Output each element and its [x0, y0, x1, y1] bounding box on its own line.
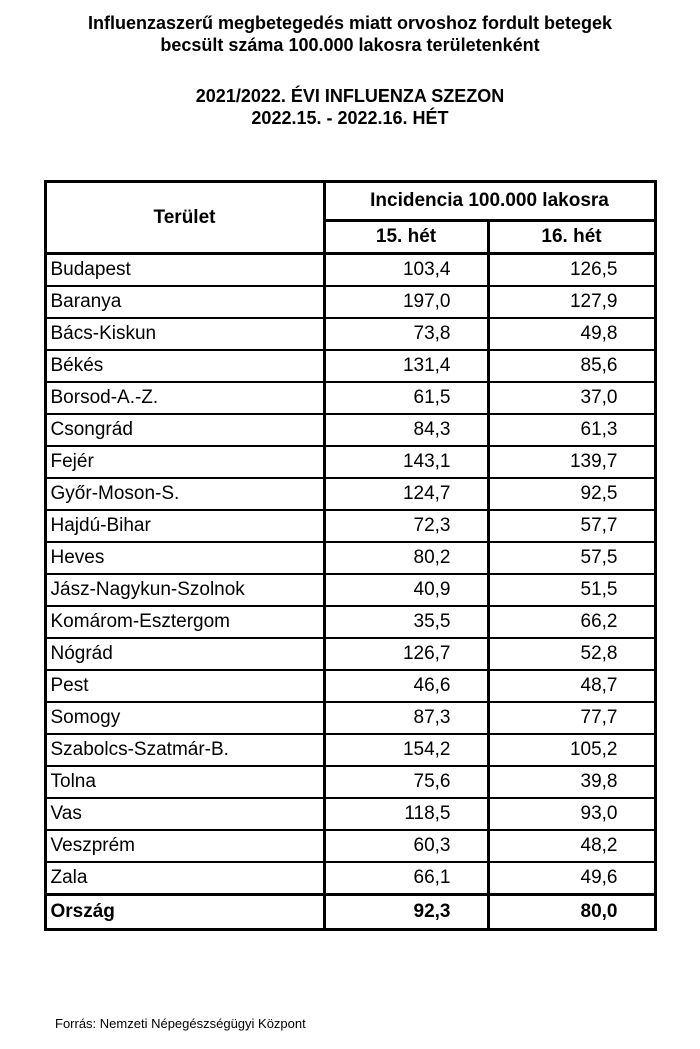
region-name: Heves — [45, 542, 324, 574]
title-line-2: becsült száma 100.000 lakosra területenként — [160, 35, 540, 55]
table-row — [45, 510, 655, 542]
region-name: Tolna — [45, 766, 324, 798]
week15-value: 84,3 — [324, 414, 488, 446]
week16-value: 39,8 — [488, 766, 655, 798]
table-body — [45, 254, 655, 895]
table-row — [45, 254, 655, 287]
week-15-column-header: 15. hét — [324, 221, 488, 254]
week15-value: 66,1 — [324, 862, 488, 895]
region-name: Vas — [45, 798, 324, 830]
region-name: Nógrád — [45, 638, 324, 670]
week16-value: 85,6 — [488, 350, 655, 382]
region-name: Borsod-A.-Z. — [45, 382, 324, 414]
page-title — [0, 0, 700, 56]
week15-value: 143,1 — [324, 446, 488, 478]
week16-value: 93,0 — [488, 798, 655, 830]
region-name: Komárom-Esztergom — [45, 606, 324, 638]
source-note: Forrás: Nemzeti Népegészségügyi Központ — [55, 1016, 306, 1031]
table-row — [45, 702, 655, 734]
total-week16-value: 80,0 — [488, 895, 655, 930]
week16-value: 66,2 — [488, 606, 655, 638]
table-row — [45, 766, 655, 798]
week16-value: 37,0 — [488, 382, 655, 414]
week15-value: 75,6 — [324, 766, 488, 798]
week16-value: 105,2 — [488, 734, 655, 766]
week15-value: 72,3 — [324, 510, 488, 542]
region-name: Békés — [45, 350, 324, 382]
table-row — [45, 446, 655, 478]
region-name: Győr-Moson-S. — [45, 478, 324, 510]
season-subtitle — [0, 85, 700, 129]
week16-value: 77,7 — [488, 702, 655, 734]
week15-value: 80,2 — [324, 542, 488, 574]
table-row — [45, 286, 655, 318]
week16-value: 126,5 — [488, 254, 655, 287]
week15-value: 154,2 — [324, 734, 488, 766]
week16-value: 51,5 — [488, 574, 655, 606]
table-row — [45, 798, 655, 830]
table-row — [45, 734, 655, 766]
table-row — [45, 862, 655, 895]
week15-value: 40,9 — [324, 574, 488, 606]
week15-value: 60,3 — [324, 830, 488, 862]
region-name: Baranya — [45, 286, 324, 318]
week16-value: 48,2 — [488, 830, 655, 862]
region-name: Pest — [45, 670, 324, 702]
table-row — [45, 318, 655, 350]
table-row — [45, 670, 655, 702]
week15-value: 46,6 — [324, 670, 488, 702]
week15-value: 131,4 — [324, 350, 488, 382]
week-16-column-header: 16. hét — [488, 221, 655, 254]
region-name: Somogy — [45, 702, 324, 734]
week15-value: 118,5 — [324, 798, 488, 830]
region-name: Jász-Nagykun-Szolnok — [45, 574, 324, 606]
week16-value: 49,8 — [488, 318, 655, 350]
week15-value: 197,0 — [324, 286, 488, 318]
table-row — [45, 638, 655, 670]
week15-value: 35,5 — [324, 606, 488, 638]
week16-value: 139,7 — [488, 446, 655, 478]
week15-value: 124,7 — [324, 478, 488, 510]
week16-value: 52,8 — [488, 638, 655, 670]
table-row — [45, 414, 655, 446]
table-row — [45, 830, 655, 862]
week16-value: 57,7 — [488, 510, 655, 542]
header-row-group — [45, 182, 655, 221]
region-name: Bács-Kiskun — [45, 318, 324, 350]
region-name: Szabolcs-Szatmár-B. — [45, 734, 324, 766]
table-row — [45, 606, 655, 638]
week15-value: 126,7 — [324, 638, 488, 670]
region-name: Veszprém — [45, 830, 324, 862]
week15-value: 87,3 — [324, 702, 488, 734]
table-row — [45, 478, 655, 510]
week16-value: 49,6 — [488, 862, 655, 895]
table-row — [45, 350, 655, 382]
region-name: Fejér — [45, 446, 324, 478]
total-row-label: Ország — [45, 895, 324, 930]
week16-value: 57,5 — [488, 542, 655, 574]
region-column-header: Terület — [45, 182, 324, 254]
week16-value: 48,7 — [488, 670, 655, 702]
week15-value: 103,4 — [324, 254, 488, 287]
incidence-group-header: Incidencia 100.000 lakosra — [324, 182, 655, 221]
week16-value: 127,9 — [488, 286, 655, 318]
title-line-1: Influenzaszerű megbetegedés miatt orvoshoz fordult betegek — [87, 13, 613, 33]
region-name: Csongrád — [45, 414, 324, 446]
week15-value: 61,5 — [324, 382, 488, 414]
subtitle-line-1: 2021/2022. ÉVI INFLUENZA SZEZON — [195, 86, 505, 106]
week16-value: 61,3 — [488, 414, 655, 446]
week16-value: 92,5 — [488, 478, 655, 510]
incidence-table — [44, 180, 657, 931]
region-name: Hajdú-Bihar — [45, 510, 324, 542]
table-row — [45, 574, 655, 606]
subtitle-line-2: 2022.15. - 2022.16. HÉT — [251, 108, 449, 128]
total-row — [45, 895, 655, 930]
region-name: Budapest — [45, 254, 324, 287]
table-row — [45, 382, 655, 414]
total-week15-value: 92,3 — [324, 895, 488, 930]
table-row — [45, 542, 655, 574]
week15-value: 73,8 — [324, 318, 488, 350]
region-name: Zala — [45, 862, 324, 895]
